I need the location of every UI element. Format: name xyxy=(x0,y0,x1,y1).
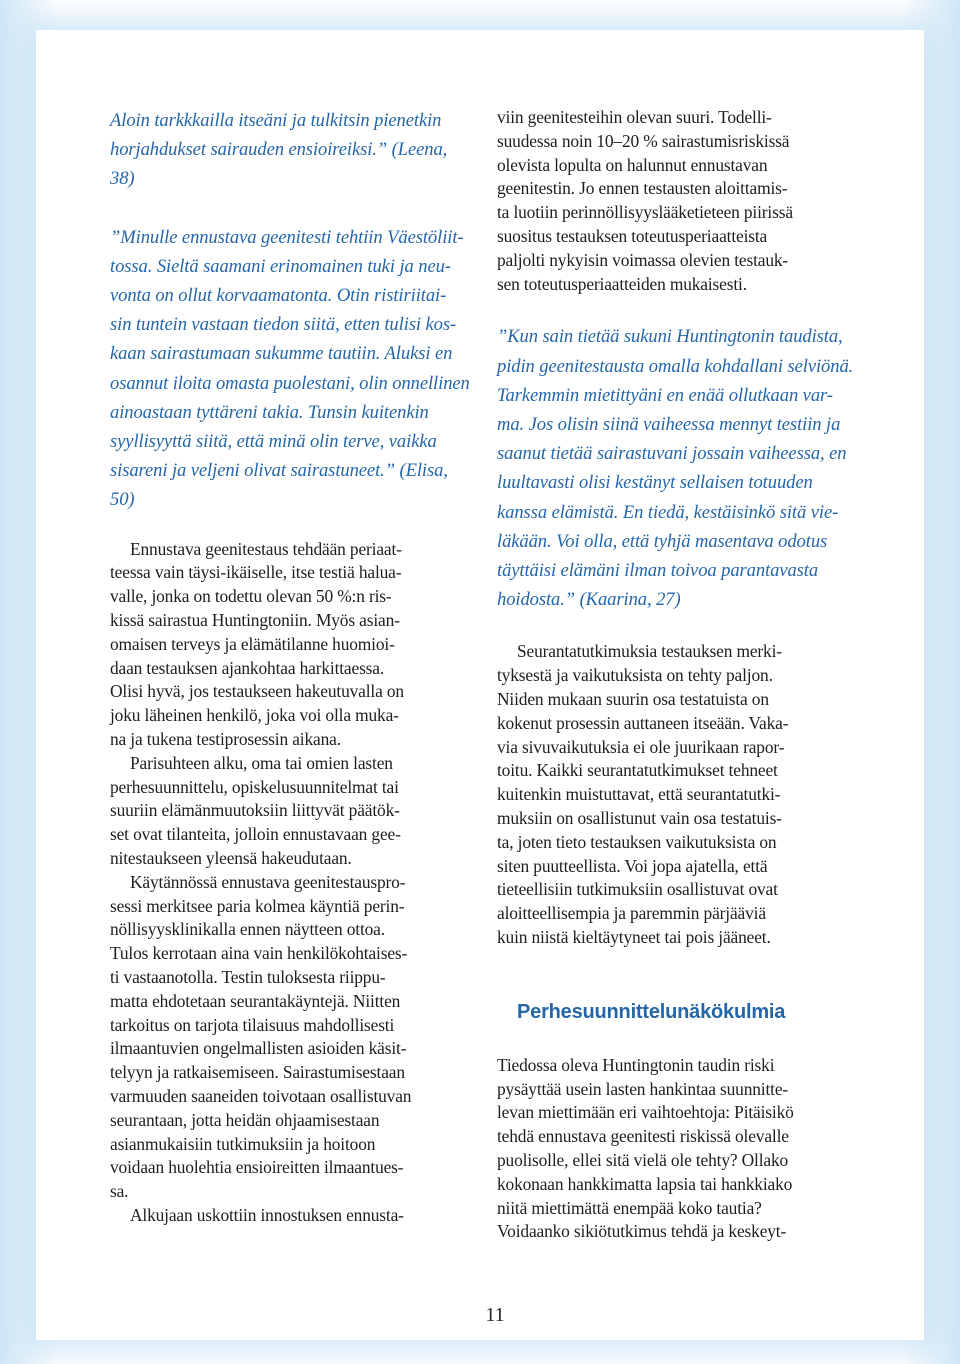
text-line: kissä sairastua Huntingtoniin. Myös asian- xyxy=(110,610,400,631)
paragraph-expectations xyxy=(110,1204,462,1228)
text-line: ainoastaan tyttäreni takia. Tunsin kuitenkin xyxy=(110,401,429,423)
quote-leena xyxy=(110,106,462,194)
text-line: hoidosta.” (Kaarina, 27) xyxy=(497,589,681,611)
text-line: osannut iloita omasta puolestani, olin onnellinen xyxy=(110,372,470,394)
text-line: asianmukaisiin tutkimuksiin ja hoitoon xyxy=(110,1133,376,1154)
text-line: kuin niistä kieltäytyneet tai pois jääneet. xyxy=(497,926,771,947)
text-line: sin tuntein vastaan tiedon siitä, etten tulisi kos- xyxy=(110,314,457,336)
text-line: siten puutteellista. Voi jopa ajatella, että xyxy=(497,855,768,876)
text-line: paljolti nykyisin voimassa olevien testauk- xyxy=(497,249,789,270)
text-line: kaan sairastumaan sukumme tautiin. Aluksi en xyxy=(110,343,453,365)
paragraph-testing-process xyxy=(110,871,462,1204)
section-heading: Perhesuunnittelunäkökulmia xyxy=(517,1000,786,1023)
paragraph-family-planning xyxy=(497,1054,853,1244)
text-line: matta ehdotetaan seurantakäyntejä. Niitten xyxy=(110,990,401,1011)
text-line: voidaan huolehtia ensioireitten ilmaantues- xyxy=(110,1157,404,1178)
text-line: nitestaukseen yleensä hakeudutaan. xyxy=(110,848,352,868)
text-line: kanssa elämistä. En tiedä, kestäisinkö sitä vie- xyxy=(497,501,839,523)
text-line: tyksestä ja vaikutuksista on tehty paljon. xyxy=(497,665,773,686)
text-line: tieteellisiin tutkimuksiin osallistuvat ovat xyxy=(497,879,778,900)
text-line: set ovat tilanteita, jolloin ennustavaan gee- xyxy=(110,824,401,845)
text-line: luultavasti olisi kestänyt sellaisen totuuden xyxy=(497,472,813,494)
text-line: horjahdukset sairauden ensioireiksi.” (Leena, xyxy=(110,139,448,161)
text-line: kuitenkin muistuttavat, että seurantatutki- xyxy=(497,784,781,805)
text-line: kokenut prosessin auttaneen itseään. Vaka- xyxy=(497,712,789,733)
paragraph-life-situations xyxy=(110,752,462,871)
text-line: Aloin tarkkkailla itseäni ja tulkitsin pienetkin xyxy=(110,110,442,131)
text-line: Tarkemmin mietittyäni en enää ollutkaan var- xyxy=(497,384,833,406)
text-line: Tiedossa oleva Huntingtonin taudin riski xyxy=(497,1054,775,1075)
paragraph-test-uptake xyxy=(497,106,853,296)
text-line: Alkujaan uskottiin innostuksen ennusta- xyxy=(130,1204,404,1225)
text-line: daan testauksen ajankohtaa harkittaessa. xyxy=(110,657,385,678)
text-line: sa. xyxy=(110,1181,129,1202)
text-line: Parisuhteen alku, oma tai omien lasten xyxy=(130,752,393,773)
text-line: suudessa noin 10–20 % sairastumisriskissä xyxy=(497,130,790,151)
text-line: viin geenitesteihin olevan suuri. Todelli- xyxy=(497,107,772,127)
text-line: omaisen terveys ja elämätilanne huomioi- xyxy=(110,633,395,654)
text-line: toitu. Kaikki seurantatutkimukset tehneet xyxy=(497,760,778,781)
text-line: tossa. Sieltä saamani erinomainen tuki ja neu- xyxy=(110,255,451,277)
text-line: ilmaantuvien ongelmallisten asioiden käsit- xyxy=(110,1038,407,1059)
text-line: Tulos kerrotaan aina vain henkilökohtaises- xyxy=(110,943,408,964)
text-line: Voidaanko sikiötutkimus tehdä ja keskeyt- xyxy=(497,1221,787,1242)
text-line: aloitteellisempia ja paremmin pärjääviä xyxy=(497,903,766,924)
text-line: Olisi hyvä, jos testaukseen hakeutuvalla on xyxy=(110,681,404,702)
text-line: telyyn ja ratkaisemiseen. Sairastumisestaan xyxy=(110,1062,405,1083)
text-line: 38) xyxy=(110,168,135,190)
text-line: Seurantatutkimuksia testauksen merki- xyxy=(517,641,782,662)
quote-kaarina xyxy=(497,322,853,614)
text-line: Ennustava geenitestaus tehdään periaat- xyxy=(130,538,402,559)
text-line: valle, jonka on todettu olevan 50 %:n ris- xyxy=(110,586,392,607)
text-line: na ja tukena testiprosessin aikana. xyxy=(110,729,341,750)
text-line: pysäyttää usein lasten hankintaa suunnitte- xyxy=(497,1078,789,1099)
paragraph-follow-up-studies xyxy=(497,640,853,949)
text-line: sisareni ja veljeni olivat sairastuneet.” (Elisa, xyxy=(110,460,448,482)
text-line: suuriin elämänmuutoksiin liittyvät päätök- xyxy=(110,800,400,821)
text-line: teessa vain täysi-ikäiselle, itse testiä halua- xyxy=(110,562,402,583)
text-line: tarkoitus on tarjota tilaisuus mahdollisesti xyxy=(110,1014,395,1035)
text-line: kokonaan hankkimatta lapsia tai hankkiako xyxy=(497,1173,793,1194)
text-line: suositus testauksen toteutusperiaatteista xyxy=(497,225,768,246)
text-line: tehdä ennustava geenitesti riskissä olevalle xyxy=(497,1126,789,1147)
text-line: vonta on ollut korvaamatonta. Otin ristiriitai- xyxy=(110,285,447,307)
text-line: via sivuvaikutuksia ei ole juurikaan rapor- xyxy=(497,736,785,757)
text-line: sessi merkitsee paria kolmea käyntiä perin- xyxy=(110,895,405,916)
text-line: ta luotiin perinnöllisyyslääketieteen piirissä xyxy=(497,202,793,223)
page-number: 11 xyxy=(485,1304,505,1326)
left-column xyxy=(110,106,470,1228)
text-line: ta, joten tieto testauksen vaikutuksista on xyxy=(497,831,777,852)
text-line: pidin geenitestausta omalla kohdallani selviönä. xyxy=(497,355,854,377)
text-line: levan miettimään eri vaihtoehtoja: Pitäisikö xyxy=(497,1102,794,1123)
text-line: seurantaan, jotta heidän ohjaamisestaan xyxy=(110,1109,380,1130)
text-line: perhesuunnittelu, opiskelusuunnitelmat tai xyxy=(110,776,399,797)
text-line: geenitestin. Jo ennen testausten aloittamis- xyxy=(497,178,788,199)
text-line: läkään. Voi olla, että tyhjä masentava odotus xyxy=(497,530,828,552)
text-line: Niiden mukaan suurin osa testatuista on xyxy=(497,689,769,709)
text-line: syyllisyyttä siitä, että minä olin terve, vaikka xyxy=(110,431,437,453)
text-line: sen toteutusperiaatteiden mukaisesti. xyxy=(497,273,747,294)
text-line: ”Kun sain tietää sukuni Huntingtonin taudista, xyxy=(497,326,843,348)
text-line: niitä miettimättä enempää koko tautia? xyxy=(497,1197,762,1218)
right-column xyxy=(497,106,853,1244)
text-line: ma. Jos olisin siinä vaiheessa mennyt testiin ja xyxy=(497,413,841,435)
text-line: puolisolle, ellei sitä vielä ole tehty? Ollako xyxy=(497,1149,789,1170)
text-line: nöllisyysklinikalla ennen näytteen ottoa. xyxy=(110,919,385,940)
text-line: joku läheinen henkilö, joka voi olla muka- xyxy=(110,705,399,726)
paragraph-testing-criteria xyxy=(110,538,462,562)
quote-elisa xyxy=(110,223,470,515)
text-line: 50) xyxy=(110,489,135,511)
text-line: muksiin on osallistunut vain osa testatuis- xyxy=(497,807,782,828)
text-line: täyttäisi elämäni ilman toivoa parantavasta xyxy=(497,560,819,581)
text-line: ”Minulle ennustava geenitesti tehtiin Väestöliit- xyxy=(110,226,464,248)
text-line: Käytännössä ennustava geenitestauspro- xyxy=(130,871,406,892)
text-line: ti vastaanotolla. Testin tuloksesta riippu- xyxy=(110,966,386,987)
text-line: saanut tietää sairastuvani jossain vaiheessa, en xyxy=(497,443,847,465)
paragraph-testing-criteria-cont xyxy=(110,561,462,751)
text-line: olevista lopulta on halunnut ennustavan xyxy=(497,154,768,175)
text-line: varmuuden saaneiden toivotaan osallistuvan xyxy=(110,1085,412,1106)
